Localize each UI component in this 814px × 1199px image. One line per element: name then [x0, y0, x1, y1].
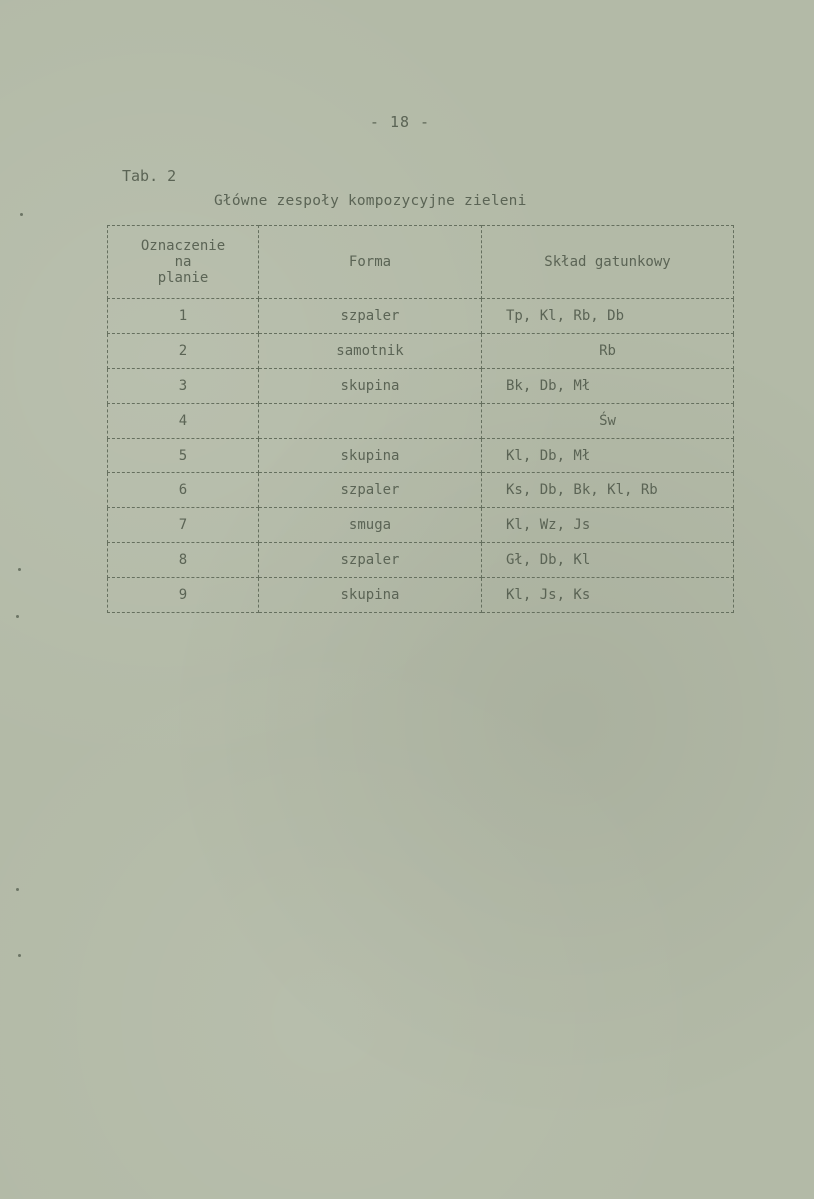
row-6-form: szpaler	[259, 473, 482, 508]
species-table	[107, 225, 734, 613]
row-6-id: 6	[107, 473, 259, 508]
header-designation: Oznaczenie na planie	[107, 225, 259, 299]
row-7-id: 7	[107, 508, 259, 543]
row-9-species: Kl, Js, Ks	[482, 578, 734, 613]
row-8-species: Gł, Db, Kl	[482, 543, 734, 578]
row-4-id: 4	[107, 404, 259, 439]
row-3-id: 3	[107, 369, 259, 404]
page-number: - 18 -	[369, 113, 431, 131]
row-4-species: Św	[482, 404, 734, 439]
row-4-form	[259, 404, 482, 439]
row-6-species: Ks, Db, Bk, Kl, Rb	[482, 473, 734, 508]
scan-speck	[18, 568, 21, 571]
row-7-form: smuga	[259, 508, 482, 543]
scan-speck	[16, 615, 19, 618]
row-3-form: skupina	[259, 369, 482, 404]
table-label: Tab. 2	[122, 167, 177, 185]
row-8-form: szpaler	[259, 543, 482, 578]
row-7-species: Kl, Wz, Js	[482, 508, 734, 543]
row-1-id: 1	[107, 299, 259, 334]
row-9-id: 9	[107, 578, 259, 613]
scan-speck	[16, 888, 19, 891]
row-5-species: Kl, Db, Mł	[482, 439, 734, 474]
row-2-id: 2	[107, 334, 259, 369]
row-3-species: Bk, Db, Mł	[482, 369, 734, 404]
row-5-id: 5	[107, 439, 259, 474]
row-2-form: samotnik	[259, 334, 482, 369]
table-title: Główne zespoły kompozycyjne zieleni	[214, 193, 527, 209]
scan-speck	[20, 213, 23, 216]
scan-speck	[18, 954, 21, 957]
row-1-species: Tp, Kl, Rb, Db	[482, 299, 734, 334]
row-9-form: skupina	[259, 578, 482, 613]
header-form: Forma	[259, 225, 482, 299]
header-species: Skład gatunkowy	[482, 225, 734, 299]
row-8-id: 8	[107, 543, 259, 578]
row-1-form: szpaler	[259, 299, 482, 334]
row-2-species: Rb	[482, 334, 734, 369]
row-5-form: skupina	[259, 439, 482, 474]
